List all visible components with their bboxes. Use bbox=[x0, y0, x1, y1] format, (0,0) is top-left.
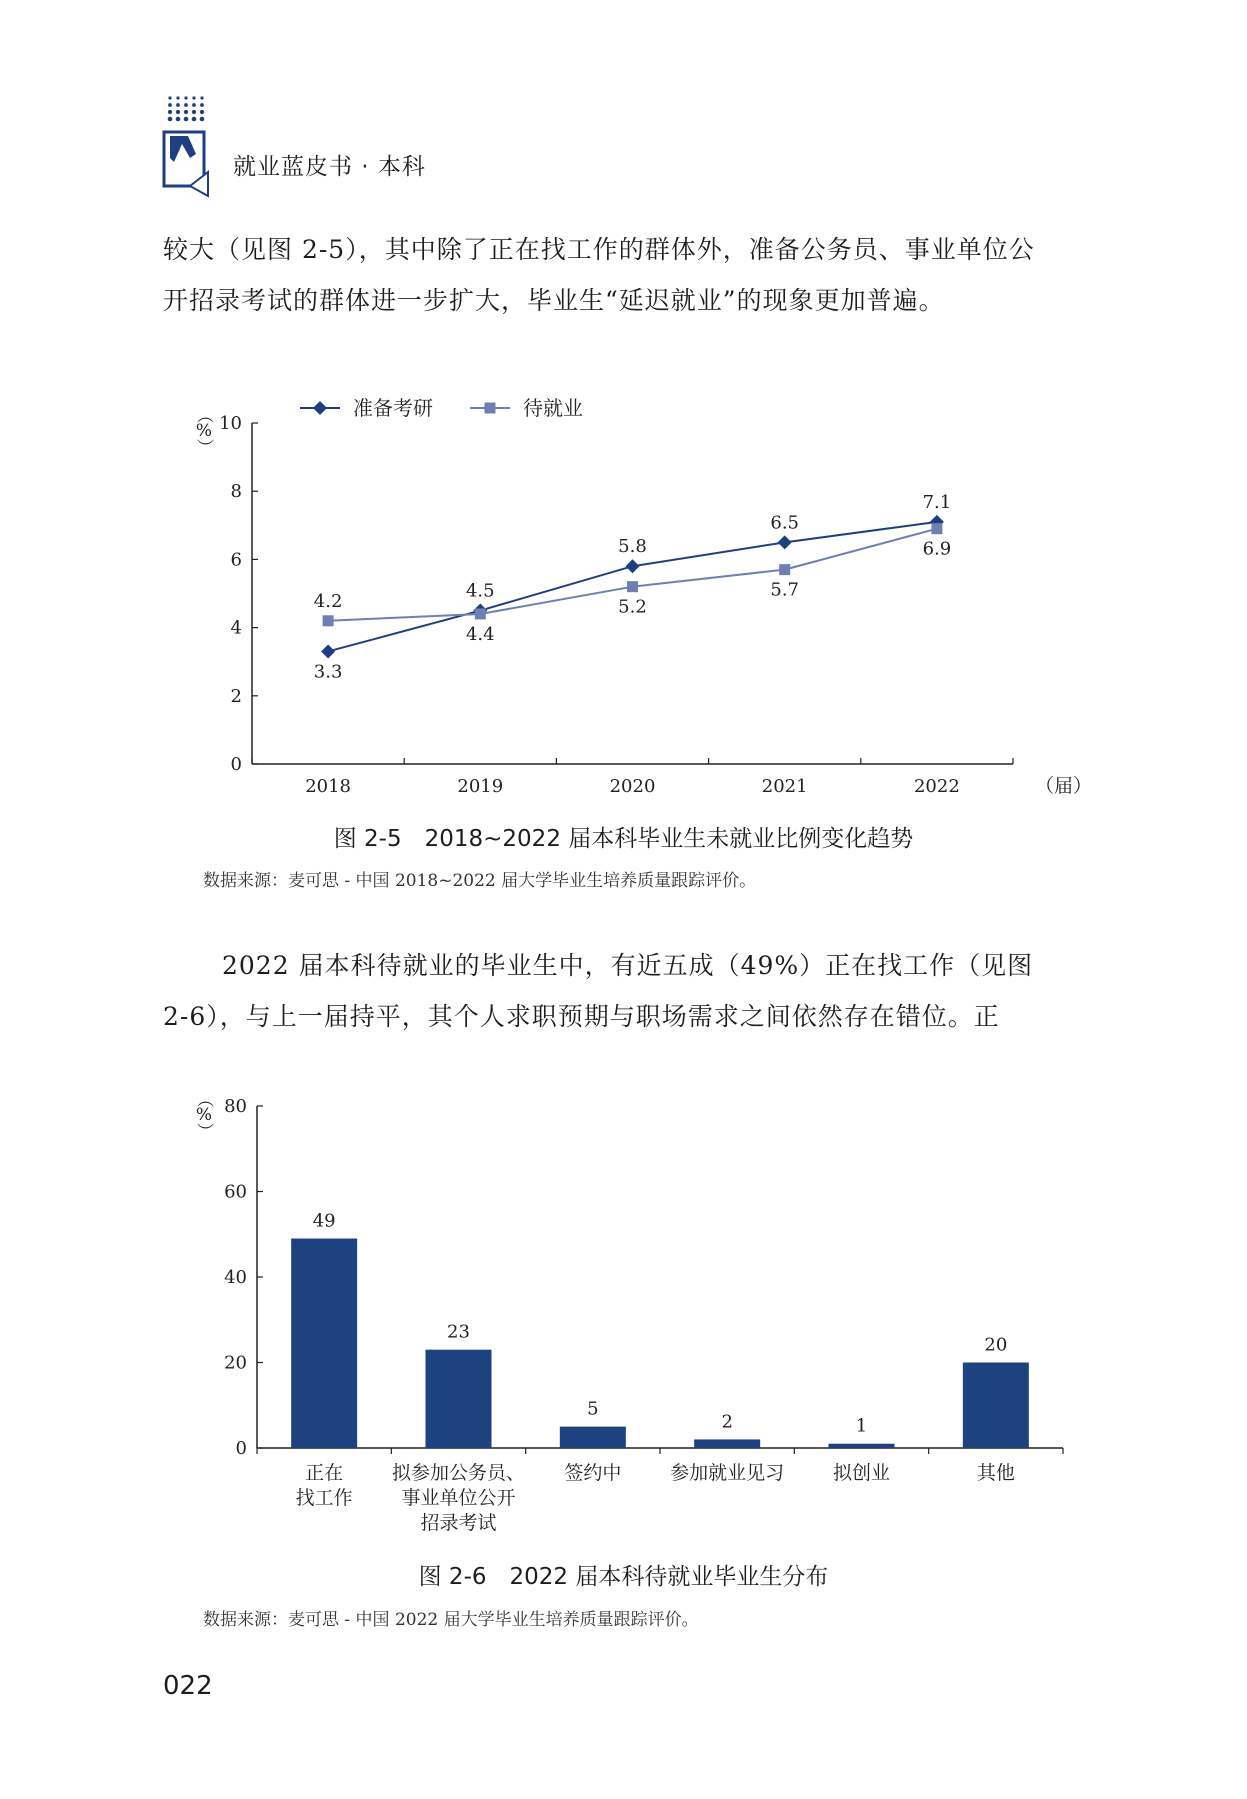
paragraph-line: 2022 届本科待就业的毕业生中，有近五成（49%）正在找工作（见图 bbox=[222, 951, 1034, 980]
axis-unit-char: % bbox=[195, 421, 213, 441]
data-label: 5.7 bbox=[770, 579, 800, 601]
paragraph-line: 较大（见图 2-5），其中除了正在找工作的群体外，准备公务员、事业单位公 bbox=[163, 235, 1035, 264]
x-category-label: 拟参加公务员、 bbox=[391, 1462, 526, 1484]
data-label: 6.9 bbox=[922, 538, 952, 560]
y-tick-label: 6 bbox=[230, 549, 242, 571]
x-category-label: 其他 bbox=[976, 1462, 1015, 1484]
x-tick-label: 2021 bbox=[761, 776, 808, 797]
bar bbox=[694, 1439, 760, 1448]
data-point-marker bbox=[321, 644, 335, 658]
legend-label: 待就业 bbox=[523, 396, 583, 420]
data-label: 4.5 bbox=[465, 580, 495, 602]
x-tick-label: 2019 bbox=[457, 776, 504, 797]
y-axis-unit bbox=[194, 407, 214, 456]
data-label: 4.2 bbox=[313, 590, 343, 612]
data-point-marker bbox=[627, 581, 638, 592]
x-tick-label: 2020 bbox=[609, 776, 656, 797]
data-label: 1 bbox=[855, 1415, 868, 1437]
y-tick-label: 4 bbox=[230, 617, 242, 639]
x-category-label: 事业单位公开 bbox=[401, 1487, 516, 1509]
chart-legend bbox=[300, 396, 583, 420]
x-category-label: 参加就业见习 bbox=[670, 1462, 785, 1484]
data-point-marker bbox=[931, 523, 942, 534]
data-label: 20 bbox=[984, 1334, 1008, 1356]
y-tick-label: 20 bbox=[224, 1352, 247, 1374]
bar bbox=[426, 1350, 492, 1448]
axis-unit-char: （ bbox=[194, 406, 214, 424]
data-point-marker bbox=[323, 615, 334, 626]
y-tick-label: 8 bbox=[230, 481, 242, 503]
body-paragraph-2 bbox=[163, 940, 1093, 1042]
paragraph-line: 2-6），与上一届持平，其个人求职预期与职场需求之间依然存在错位。正 bbox=[163, 1002, 1000, 1031]
y-tick-label: 10 bbox=[219, 413, 242, 434]
line-chart-figure-2-5 bbox=[0, 370, 1247, 800]
bar bbox=[560, 1427, 626, 1448]
data-label: 7.1 bbox=[922, 491, 952, 513]
y-tick-label: 40 bbox=[224, 1267, 247, 1288]
y-tick-label: 80 bbox=[224, 1096, 247, 1117]
y-tick-label: 2 bbox=[230, 685, 242, 707]
y-tick-label: 60 bbox=[224, 1181, 247, 1203]
data-point-marker bbox=[778, 535, 792, 549]
data-point-marker bbox=[626, 559, 640, 573]
figure-source-2-6: 数据来源：麦可思 - 中国 2022 届大学毕业生培养质量跟踪评价。 bbox=[203, 1610, 699, 1630]
data-label: 4.4 bbox=[465, 623, 495, 645]
data-label: 6.5 bbox=[770, 512, 800, 534]
x-category-label: 正在 bbox=[305, 1462, 344, 1484]
data-point-marker bbox=[779, 564, 790, 575]
legend-marker bbox=[313, 401, 327, 415]
data-label: 5.2 bbox=[618, 596, 647, 618]
figure-caption-2-6: 图 2-6 2022 届本科待就业毕业生分布 bbox=[418, 1564, 829, 1590]
data-label: 5.8 bbox=[618, 536, 647, 558]
x-category-label: 拟创业 bbox=[832, 1462, 891, 1484]
book-logo-icon bbox=[160, 92, 212, 202]
axis-unit-char: % bbox=[195, 1105, 213, 1125]
y-tick-label: 0 bbox=[235, 1438, 247, 1459]
data-label: 2 bbox=[721, 1411, 733, 1433]
data-label: 3.3 bbox=[313, 661, 343, 683]
bar-chart-figure-2-6 bbox=[0, 1080, 1247, 1540]
page-number: 022 bbox=[163, 1671, 213, 1701]
data-label: 49 bbox=[312, 1210, 336, 1232]
data-label: 23 bbox=[447, 1321, 470, 1343]
paragraph-line: 开招录考试的群体进一步扩大，毕业生“延迟就业”的现象更加普遍。 bbox=[163, 286, 945, 315]
bar bbox=[829, 1444, 895, 1448]
axis-unit-char: （ bbox=[194, 1090, 214, 1108]
y-axis-unit bbox=[194, 1091, 214, 1140]
data-label: 5 bbox=[587, 1398, 599, 1420]
legend-marker bbox=[485, 403, 496, 414]
y-tick-label: 0 bbox=[230, 754, 242, 775]
x-axis-unit: （届） bbox=[1035, 775, 1093, 797]
figure-source-2-5: 数据来源：麦可思 - 中国 2018~2022 届大学毕业生培养质量跟踪评价。 bbox=[203, 871, 757, 891]
data-point-marker bbox=[475, 608, 486, 619]
x-category-label: 找工作 bbox=[295, 1487, 353, 1509]
legend-label: 准备考研 bbox=[353, 396, 433, 420]
bar bbox=[291, 1239, 357, 1448]
figure-caption-2-5: 图 2-5 2018~2022 届本科毕业生未就业比例变化趋势 bbox=[333, 826, 914, 852]
x-category-label: 招录考试 bbox=[420, 1512, 497, 1534]
bar bbox=[963, 1363, 1029, 1449]
body-paragraph-1 bbox=[163, 224, 1093, 326]
x-tick-label: 2018 bbox=[305, 776, 352, 797]
axis-unit-char: ） bbox=[194, 438, 214, 456]
running-header-title: 就业蓝皮书 · 本科 bbox=[233, 154, 426, 180]
x-tick-label: 2022 bbox=[913, 776, 960, 797]
axis-unit-char: ） bbox=[194, 1122, 214, 1140]
x-category-label: 签约中 bbox=[564, 1462, 622, 1484]
